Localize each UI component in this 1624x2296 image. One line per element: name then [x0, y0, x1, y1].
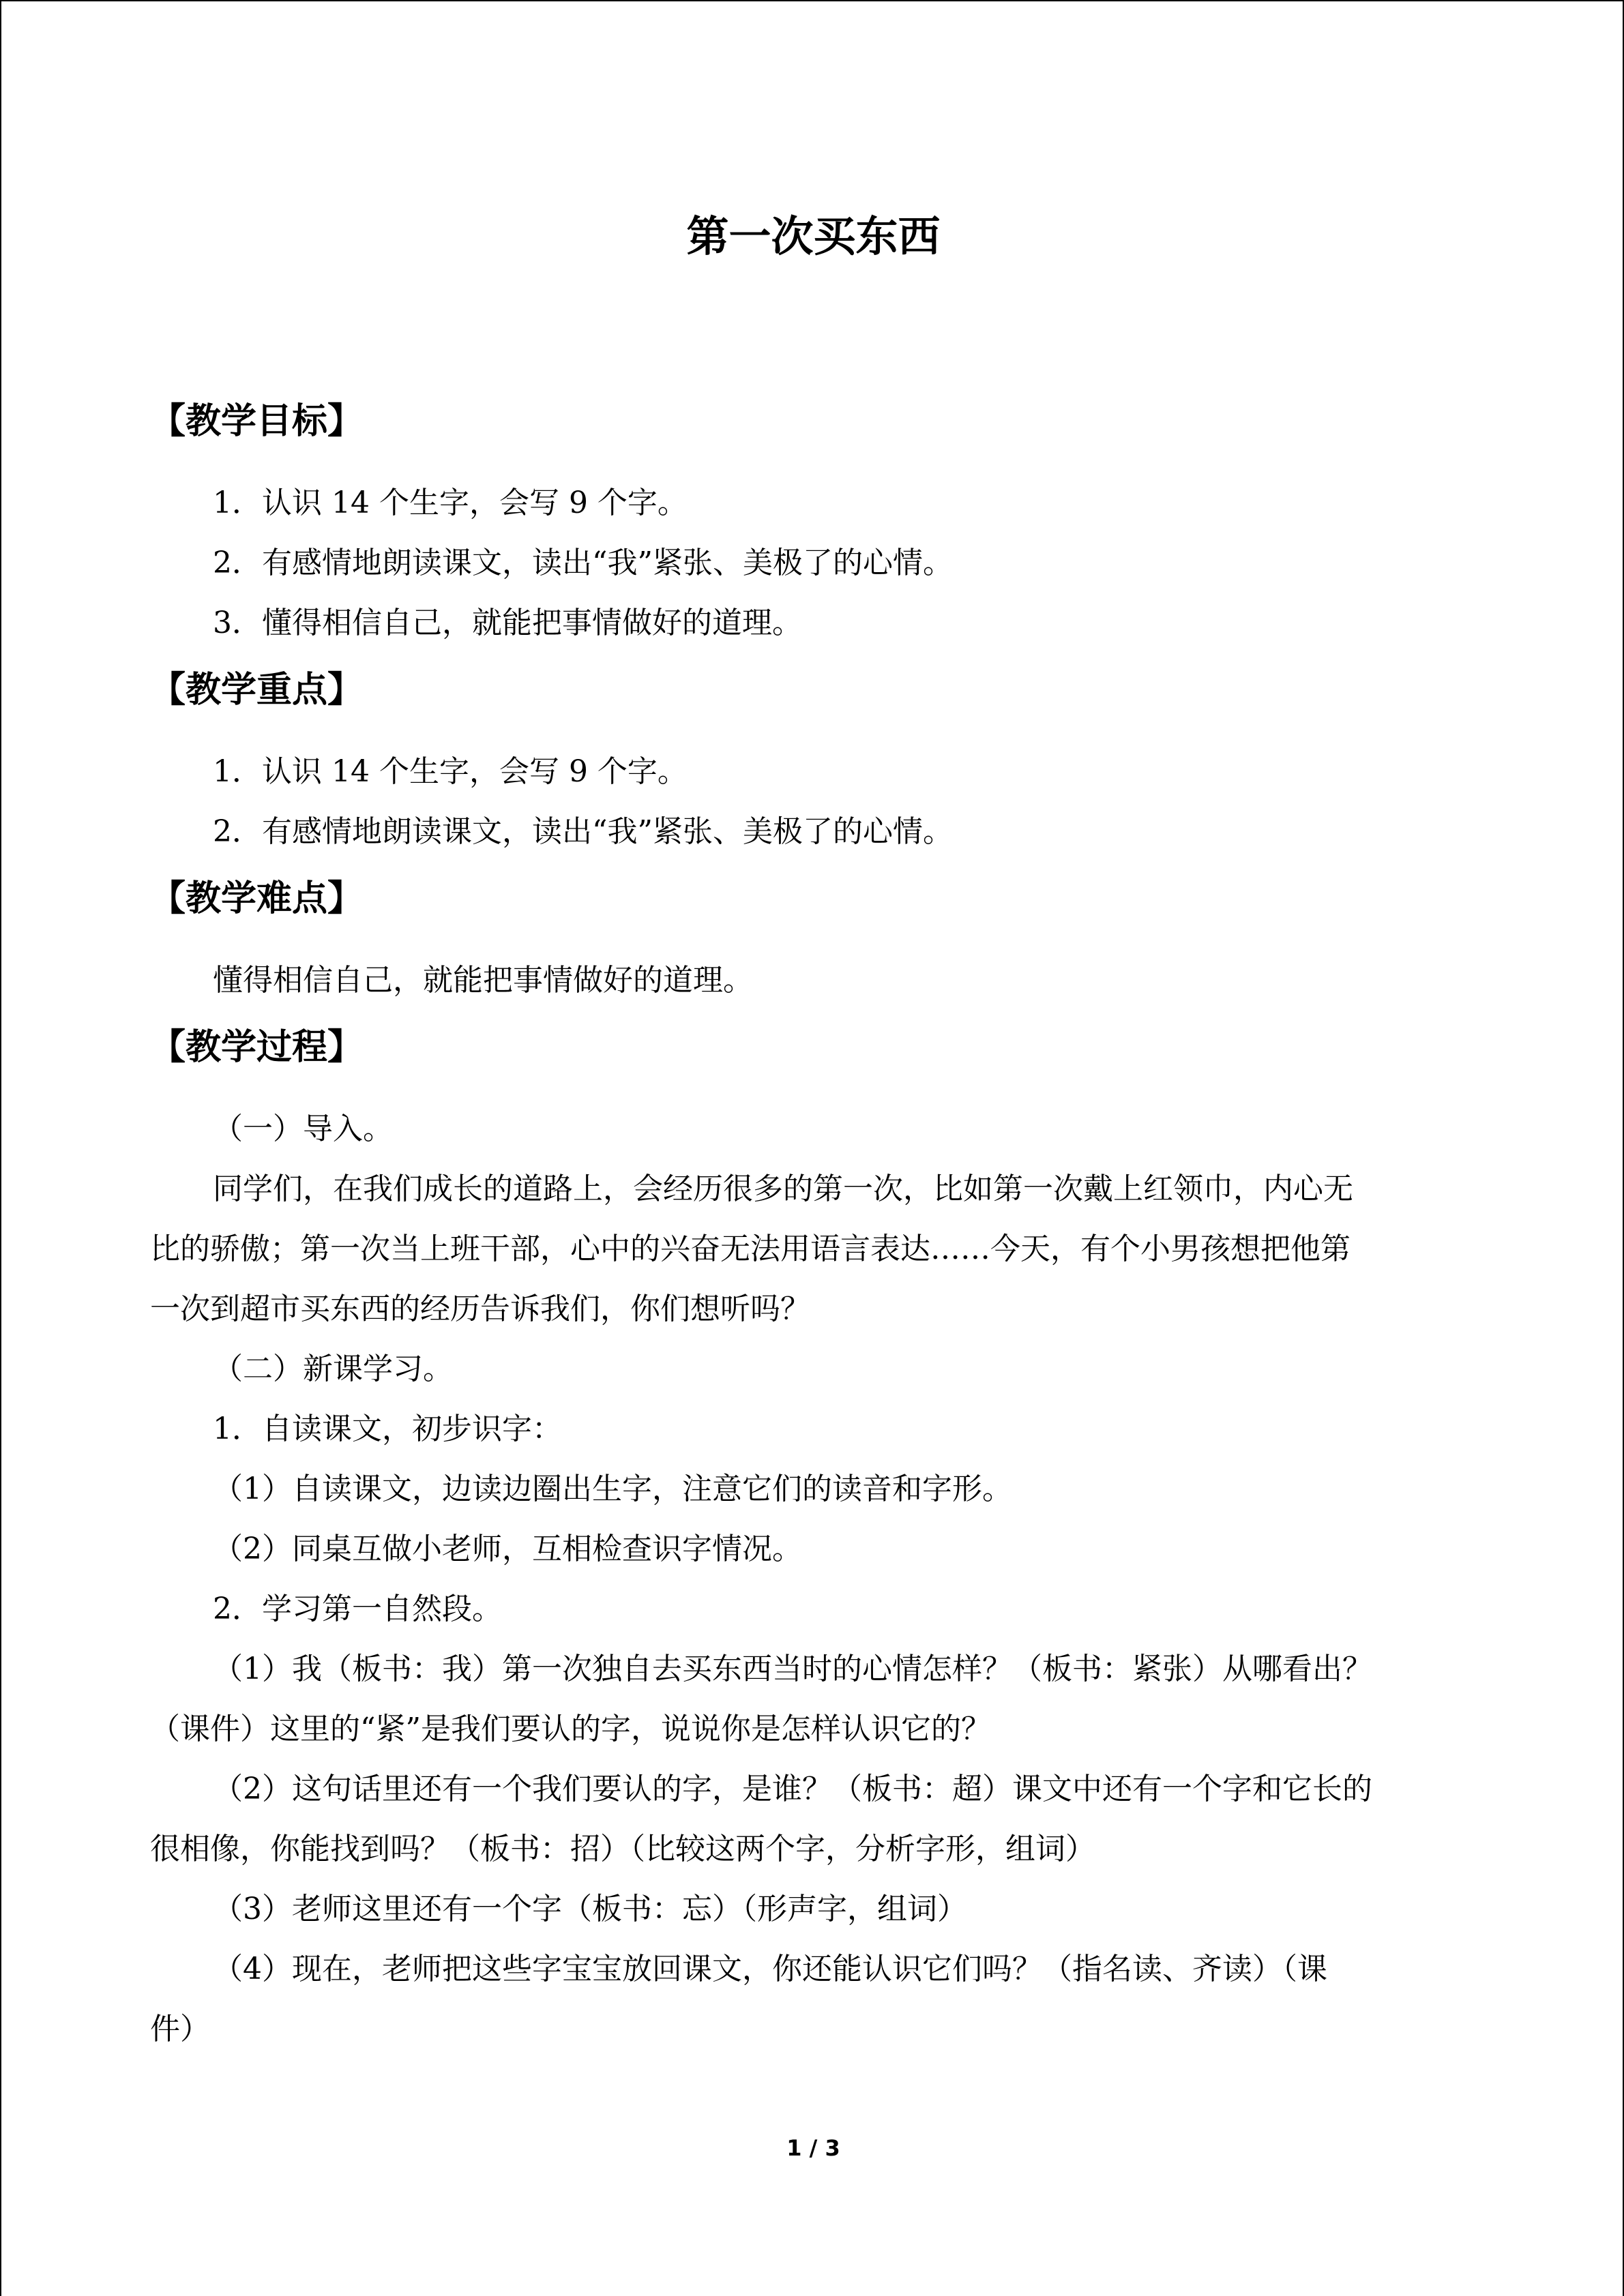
process-line: 一次到超市买东西的经历告诉我们，你们想听吗？ — [150, 1292, 810, 1326]
process-line: （3）老师这里还有一个字（板书：忘）（形声字，组词） — [213, 1892, 967, 1926]
process-line: 很相像，你能找到吗？（板书：招）（比较这两个字，分析字形，组词） — [150, 1832, 1095, 1866]
process-line: （1）我（板书：我）第一次独自去买东西当时的心情怎样？（板书：紧张）从哪看出？ — [213, 1652, 1372, 1686]
process-line: （2）同桌互做小老师，互相检查识字情况。 — [213, 1532, 802, 1566]
process-line: （1）自读课文，边读边圈出生字，注意它们的读音和字形。 — [213, 1472, 1012, 1506]
key-point-item: 1．认识 14 个生字，会写 9 个字。 — [213, 754, 688, 789]
difficulty-item: 懂得相信自己，就能把事情做好的道理。 — [213, 963, 753, 998]
objective-item: 1．认识 14 个生字，会写 9 个字。 — [213, 486, 688, 520]
process-line: （一）导入。 — [213, 1112, 393, 1146]
process-line: （二）新课学习。 — [213, 1352, 453, 1386]
section-heading-key-points: 【教学重点】 — [150, 670, 364, 711]
process-line: 同学们，在我们成长的道路上，会经历很多的第一次，比如第一次戴上红领巾，内心无 — [213, 1172, 1353, 1206]
section-heading-difficulties: 【教学难点】 — [150, 878, 364, 919]
objective-item: 3．懂得相信自己，就能把事情做好的道理。 — [213, 606, 802, 640]
document-title: 第一次买东西 — [686, 211, 941, 261]
page-number: 1 / 3 — [786, 2135, 840, 2161]
process-line: （4）现在，老师把这些字宝宝放回课文，你还能认识它们吗？（指名读、齐读）（课 — [213, 1952, 1327, 1986]
process-line: 比的骄傲；第一次当上班干部，心中的兴奋无法用语言表达……今天，有个小男孩想把他第 — [150, 1232, 1350, 1266]
process-line: 1．自读课文，初步识字： — [213, 1412, 562, 1446]
process-line: （2）这句话里还有一个我们要认的字，是谁？（板书：超）课文中还有一个字和它长的 — [213, 1772, 1372, 1806]
process-line: 件） — [150, 2012, 210, 2046]
objective-item: 2．有感情地朗读课文，读出“我”紧张、美极了的心情。 — [213, 546, 953, 580]
section-heading-objectives: 【教学目标】 — [150, 401, 364, 442]
section-heading-process: 【教学过程】 — [150, 1027, 364, 1068]
key-point-item: 2．有感情地朗读课文，读出“我”紧张、美极了的心情。 — [213, 814, 953, 849]
process-line: 2．学习第一自然段。 — [213, 1592, 502, 1626]
process-line: （课件）这里的“紧”是我们要认的字，说说你是怎样认识它的？ — [150, 1712, 991, 1746]
